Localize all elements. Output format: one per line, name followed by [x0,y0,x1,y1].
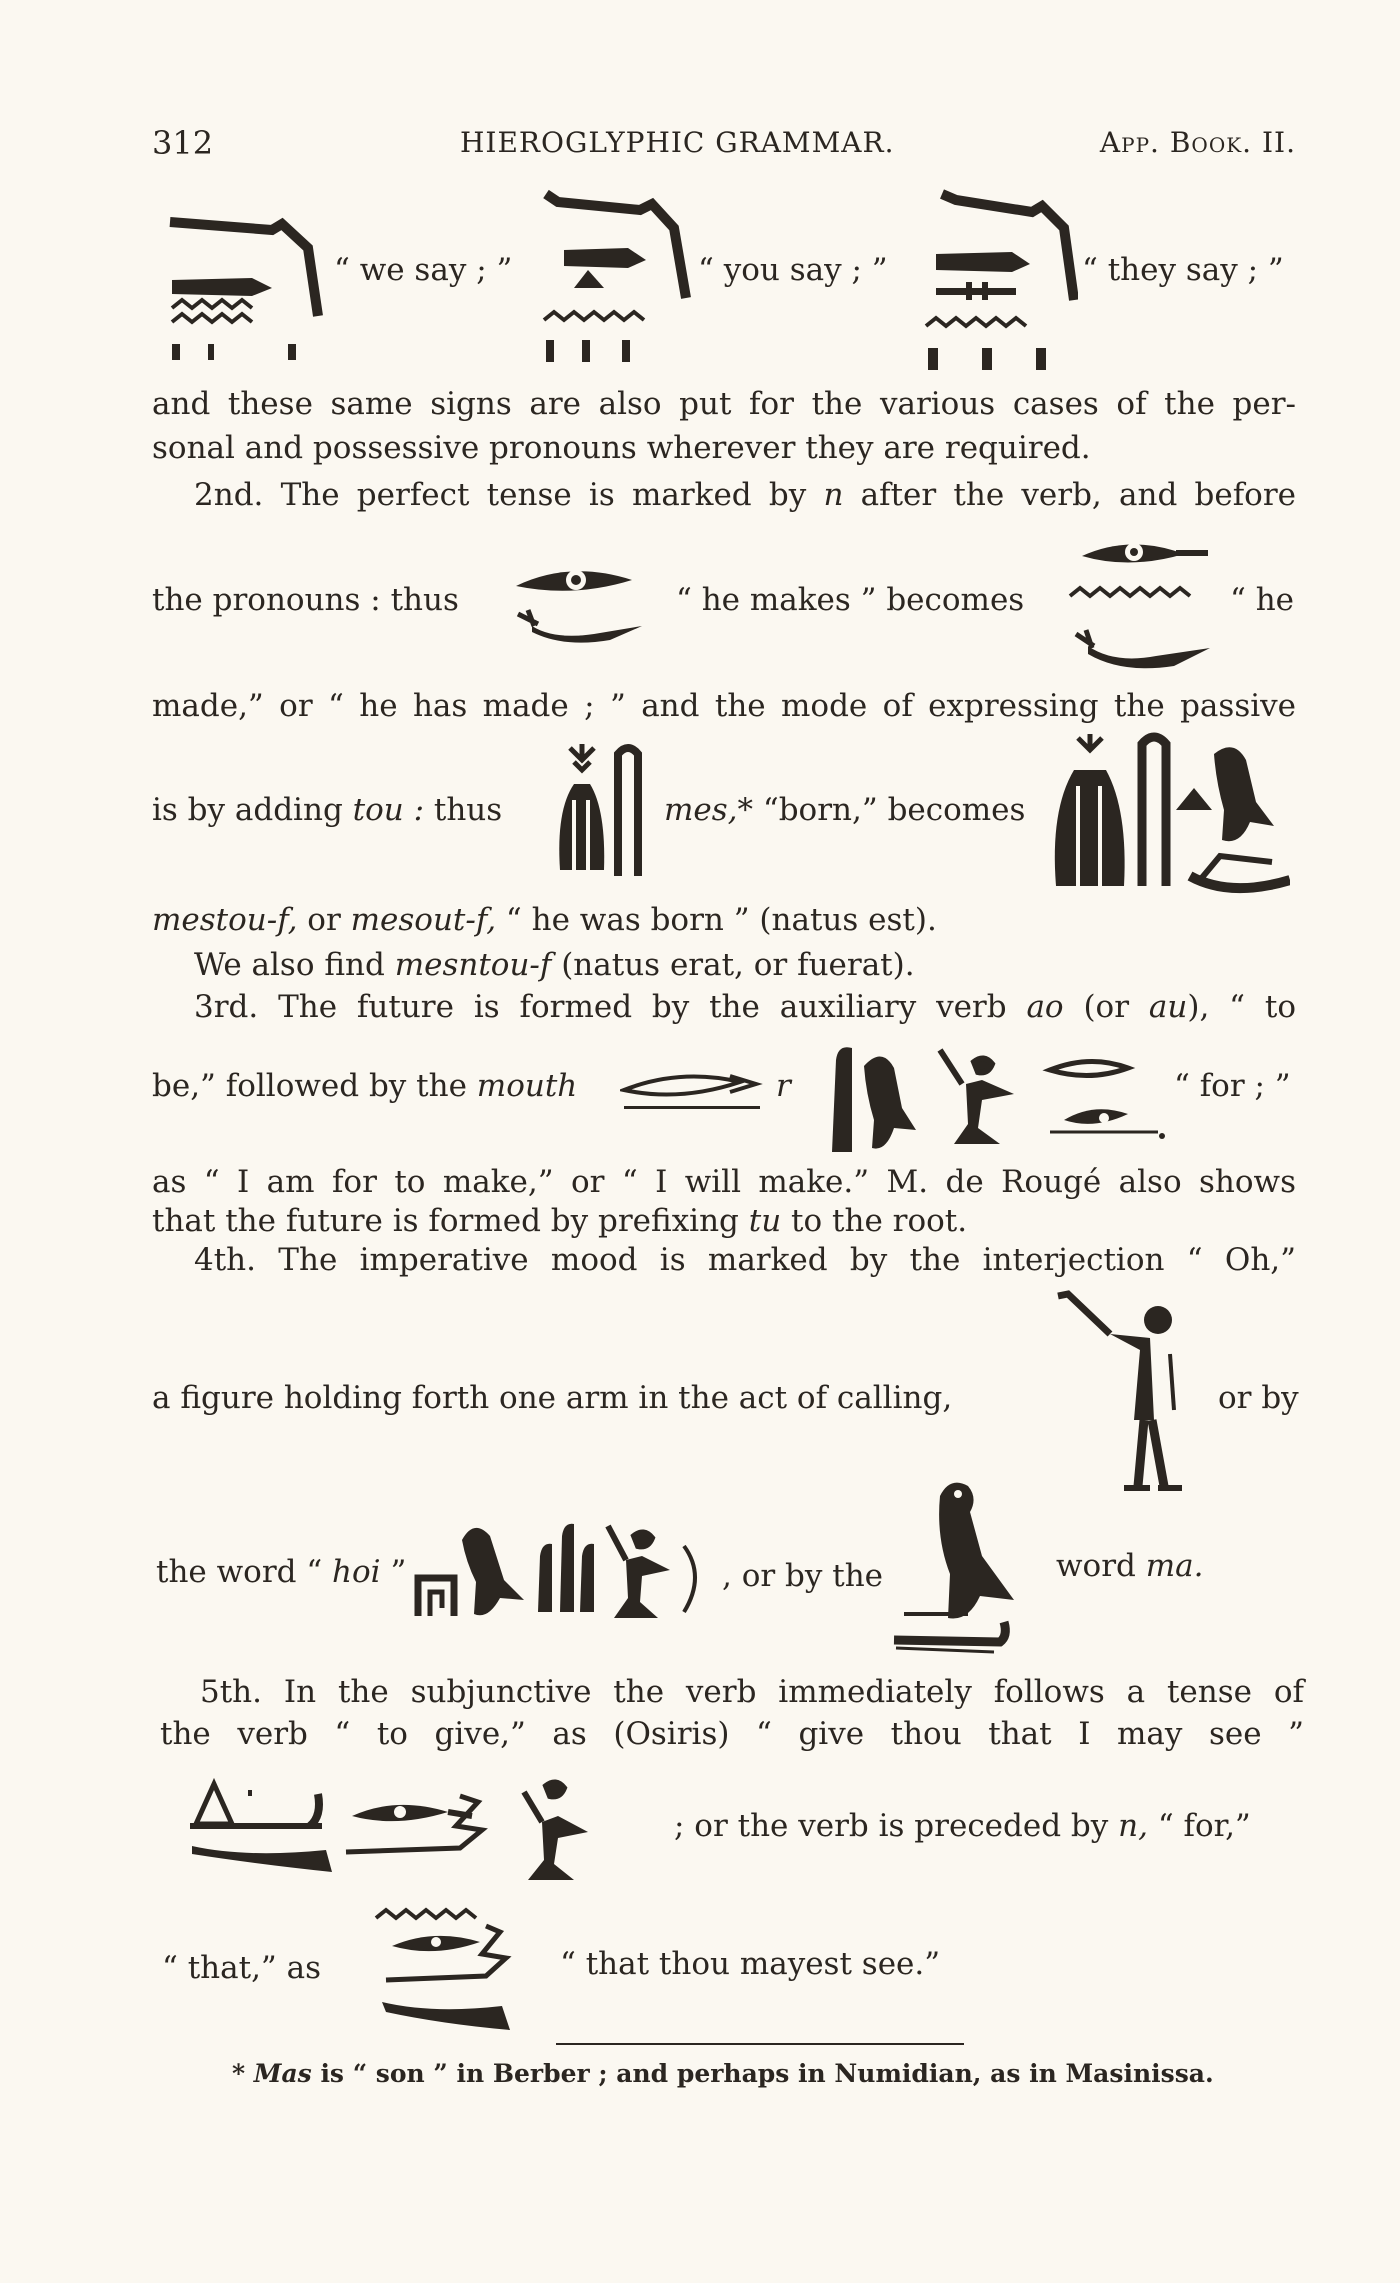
text-line-20-start: “ that,” as [162,1950,322,1986]
text-line-16-end: word ma. [1056,1548,1204,1584]
text-line-16-start: the word “ hoi ” [156,1554,407,1590]
gloss-they-say: “ they say ; ” [1082,252,1284,288]
hieroglyph-ma-bird [884,1472,1044,1656]
text-line-7-end: mes,* “born,” becomes [664,792,1026,828]
text-line-10: 3rd. The future is formed by the auxiliary verb ao (or au), “ to [194,989,1296,1025]
gloss-we-say: “ we say ; ” [334,252,513,288]
hieroglyph-mestou-f [1050,730,1290,900]
text-line-7-start: is by adding tou : thus [152,792,503,828]
text-line-5-start: the pronouns : thus [152,582,459,618]
hieroglyph-he-makes [514,560,660,656]
hieroglyph-he-made [1066,534,1212,684]
gloss-you-say: “ you say ; ” [698,252,888,288]
text-line-18: the verb “ to give,” as (Osiris) “ give thou that I may see ” [160,1716,1304,1752]
hieroglyph-they-say [922,188,1078,374]
text-line-6: made,” or “ he has made ; ” and the mode of expressing the passive [152,688,1296,724]
hieroglyph-calling-figure [1054,1290,1204,1494]
hieroglyph-for [828,1040,1208,1158]
text-line-19: ; or the verb is preceded by n, “ for,” [674,1808,1251,1844]
text-line-13: that the future is formed by prefixing tu to the root. [152,1203,968,1239]
text-line-2: and these same signs are also put for the various cases of the per- [152,386,1296,422]
hieroglyph-you-say [540,188,696,368]
text-line-14: 4th. The imperative mood is marked by the interjection “ Oh,” [194,1242,1296,1278]
footnote-rule [556,2043,964,2045]
hieroglyph-hoi [414,1516,714,1622]
section-label: App. Book. II. [1099,126,1296,159]
hieroglyph-give-thou-see [186,1776,666,1882]
text-line-5-end: “ he [1230,582,1295,618]
text-line-11-r: r [776,1068,791,1104]
text-line-5-mid: “ he makes ” becomes [676,582,1025,618]
text-line-15-end: or by [1218,1380,1299,1416]
hieroglyph-that-thou-see [372,1902,532,2038]
text-line-12: as “ I am for to make,” or “ I will make.” M. de Rougé also shows [152,1164,1296,1200]
text-line-9: We also find mesntou-f (natus erat, or fuerat). [194,947,915,983]
text-line-15-start: a figure holding forth one arm in the act of calling, [152,1380,953,1416]
footnote: * Mas is “ son ” in Berber ; and perhaps in Numidian, as in Masinissa. [232,2059,1214,2088]
text-line-16-mid: , or by the [722,1558,884,1594]
text-line-11-start: be,” followed by the mouth [152,1068,578,1104]
hieroglyph-mouth [620,1064,766,1114]
text-line-20-end: “ that thou mayest see.” [560,1946,941,1982]
running-header [152,124,1296,164]
hieroglyph-we-say [168,208,324,368]
text-line-4: 2nd. The perfect tense is marked by n after the verb, and before [194,477,1297,513]
text-line-8: mestou-f, or mesout-f, “ he was born ” (natus est). [152,902,937,938]
text-line-17: 5th. In the subjunctive the verb immediately follows a tense of [200,1674,1304,1710]
hieroglyph-mes [552,740,648,880]
text-line-3: sonal and possessive pronouns wherever they are required. [152,430,1091,466]
page-number: 312 [152,124,214,162]
text-line-11-end: “ for ; ” [1174,1068,1291,1104]
page-title: HIEROGLYPHIC GRAMMAR. [460,126,895,159]
